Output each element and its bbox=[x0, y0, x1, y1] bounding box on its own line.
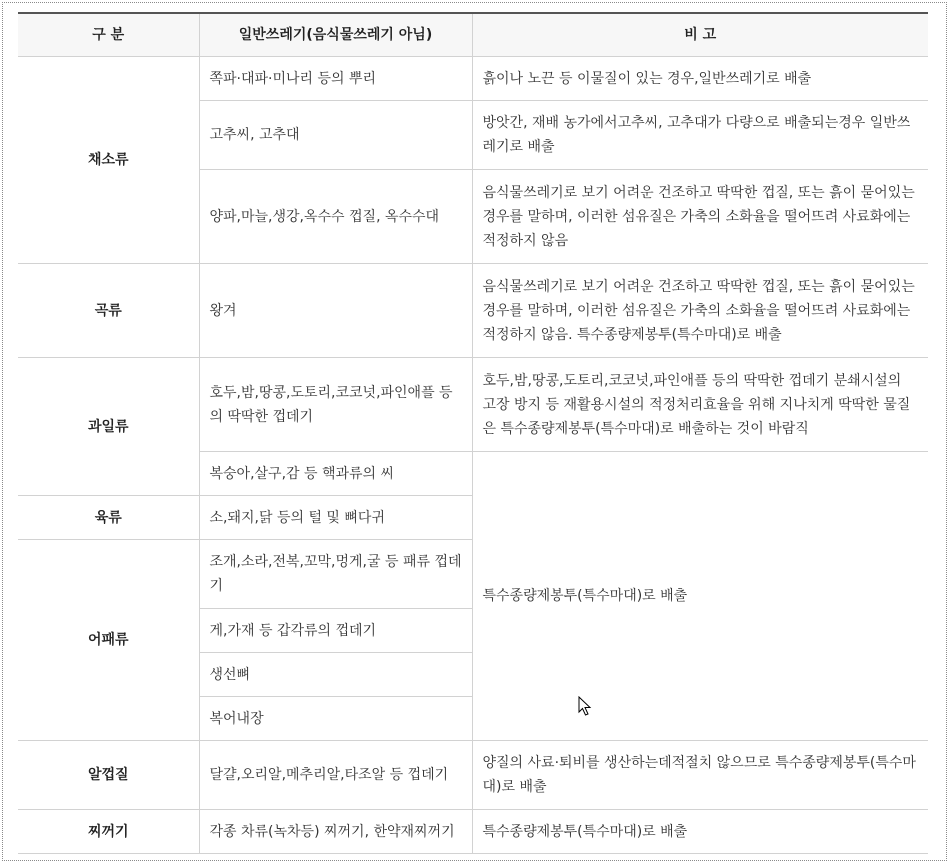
item-cell: 생선뼈 bbox=[199, 653, 472, 697]
category-fruits: 과일류 bbox=[18, 358, 199, 496]
item-cell: 고추씨, 고추대 bbox=[199, 101, 472, 170]
item-cell: 쪽파·대파·미나리 등의 뿌리 bbox=[199, 57, 472, 101]
item-cell: 복숭아,살구,감 등 핵과류의 씨 bbox=[199, 452, 472, 496]
note-cell: 호두,밤,땅콩,도토리,코코넛,파인애플 등의 딱딱한 껍데기 분쇄시설의 고장 방지 등 재활용시설의 적정처리효율을 위해 지나치게 딱딱한 물질은 특수종량제봉투(특수마대)로 배출하는 것이 바람직 bbox=[472, 358, 928, 452]
table-row bbox=[18, 810, 928, 854]
item-cell: 각종 차류(녹차등) 찌꺼기, 한약재찌꺼기 bbox=[199, 810, 472, 854]
item-cell: 소,돼지,닭 등의 털 및 뼈다귀 bbox=[199, 496, 472, 540]
header-category: 구 분 bbox=[18, 13, 199, 57]
item-cell: 달걀,오리알,메추리알,타조알 등 껍데기 bbox=[199, 741, 472, 810]
table-row bbox=[18, 264, 928, 358]
item-cell: 조개,소라,전복,꼬막,멍게,굴 등 패류 껍데기 bbox=[199, 540, 472, 609]
header-remarks: 비 고 bbox=[472, 13, 928, 57]
note-cell: 음식물쓰레기로 보기 어려운 건조하고 딱딱한 껍질, 또는 흙이 묻어있는 경우를 말하며, 이러한 섬유질은 가축의 소화율을 떨어뜨려 사료화에는 적정하지 않음 bbox=[472, 170, 928, 264]
note-cell: 양질의 사료·퇴비를 생산하는데적절치 않으므로 특수종량제봉투(특수마대)로 배출 bbox=[472, 741, 928, 810]
note-cell-merged: 특수종량제봉투(특수마대)로 배출 bbox=[472, 452, 928, 741]
table-row bbox=[18, 57, 928, 101]
table-header-row bbox=[18, 13, 928, 57]
category-meat: 육류 bbox=[18, 496, 199, 540]
item-cell: 왕겨 bbox=[199, 264, 472, 358]
item-cell: 복어내장 bbox=[199, 697, 472, 741]
category-grains: 곡류 bbox=[18, 264, 199, 358]
food-waste-classification-table bbox=[18, 12, 928, 854]
note-cell: 방앗간, 재배 농가에서고추씨, 고추대가 다량으로 배출되는경우 일반쓰레기로 배출 bbox=[472, 101, 928, 170]
category-dregs: 찌꺼기 bbox=[18, 810, 199, 854]
header-general-waste: 일반쓰레기(음식물쓰레기 아님) bbox=[199, 13, 472, 57]
category-vegetables: 채소류 bbox=[18, 57, 199, 264]
mouse-pointer-icon bbox=[578, 696, 592, 716]
category-seafood: 어패류 bbox=[18, 540, 199, 741]
item-cell: 게,가재 등 갑각류의 껍데기 bbox=[199, 609, 472, 653]
note-cell: 음식물쓰레기로 보기 어려운 건조하고 딱딱한 껍질, 또는 흙이 묻어있는 경우를 말하며, 이러한 섬유질은 가축의 소화율을 떨어뜨려 사료화에는 적정하지 않음. 특수종량제봉투(특수마대)로 배출 bbox=[472, 264, 928, 358]
note-cell: 흙이나 노끈 등 이물질이 있는 경우,일반쓰레기로 배출 bbox=[472, 57, 928, 101]
item-cell: 양파,마늘,생강,옥수수 껍질, 옥수수대 bbox=[199, 170, 472, 264]
table-row bbox=[18, 358, 928, 452]
category-eggshell: 알껍질 bbox=[18, 741, 199, 810]
note-cell: 특수종량제봉투(특수마대)로 배출 bbox=[472, 810, 928, 854]
item-cell: 호두,밤,땅콩,도토리,코코넛,파인애플 등의 딱딱한 껍데기 bbox=[199, 358, 472, 452]
table-row bbox=[18, 741, 928, 810]
